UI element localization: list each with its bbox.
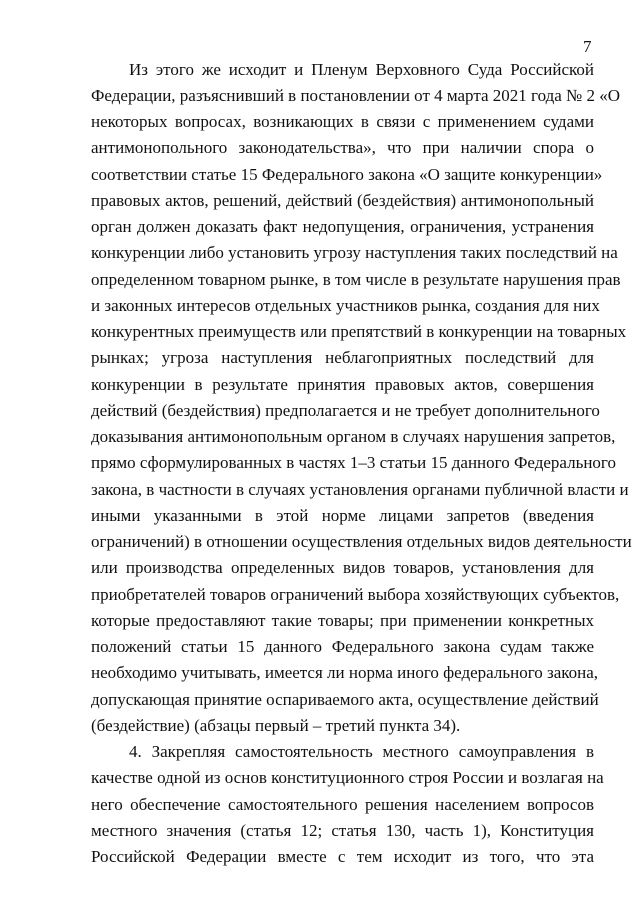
text-line: Федерации, разъяснивший в постановлении от 4 марта 2021 года № 2 «О [91,86,621,105]
text-line: правовых актов, решений, действий (бездействия) антимонопольный [91,191,594,210]
text-line: определенном товарном рынке, в том числе в результате нарушения прав [91,270,621,289]
text-line: доказывания антимонопольным органом в случаях нарушения запретов, [91,427,616,446]
text-line: необходимо учитывать, имеется ли норма иного федерального закона, [91,663,599,682]
page-number: 7 [583,37,592,56]
text-line: рынках; угроза наступления неблагоприятных последствий для [91,348,594,367]
text-line: ограничений) в отношении осуществления отдельных видов деятельности [91,532,632,551]
text-line: местного значения (статья 12; статья 130, часть 1), Конституция [91,821,594,840]
text-line: и законных интересов отдельных участников рынка, создания для них [91,296,600,315]
text-line: (бездействие) (абзацы первый – третий пункта 34). [91,716,461,735]
text-line: антимонопольного законодательства», что при наличии спора о [91,138,594,157]
text-line: которые предоставляют такие товары; при применении конкретных [91,611,594,630]
text-line: качестве одной из основ конституционного строя России и возлагая на [91,768,604,787]
text-line: Российской Федерации вместе с тем исходит из того, что эта [91,847,594,866]
text-line: конкурентных преимуществ или препятствий в конкуренции на товарных [91,322,627,341]
text-line: соответствии статье 15 Федерального закона «О защите конкуренции» [91,165,603,184]
text-line: или производства определенных видов товаров, установления для [91,558,594,577]
text-line: него обеспечение самостоятельного решения населением вопросов [91,795,594,814]
text-line: орган должен доказать факт недопущения, ограничения, устранения [91,217,594,236]
text-line: иными указанными в этой норме лицами запретов (введения [91,506,594,525]
text-line: положений статьи 15 данного Федерального закона судам также [91,637,594,656]
text-line: конкуренции либо установить угрозу наступления таких последствий на [91,243,618,262]
text-line: закона, в частности в случаях установления органами публичной власти и [91,480,629,499]
text-line: 4. Закрепляя самостоятельность местного самоуправления в [129,742,594,761]
text-line: Из этого же исходит и Пленум Верховного Суда Российской [129,60,594,79]
text-line: действий (бездействия) предполагается и не требует дополнительного [91,401,600,420]
text-line: прямо сформулированных в частях 1–3 статьи 15 данного Федерального [91,453,616,472]
text-line: приобретателей товаров ограничений выбора хозяйствующих субъектов, [91,585,620,604]
text-line: некоторых вопросах, возникающих в связи с применением судами [91,112,594,131]
text-line: конкуренции в результате принятия правовых актов, совершения [91,375,594,394]
text-line: допускающая принятие оспариваемого акта, осуществление действий [91,690,599,709]
